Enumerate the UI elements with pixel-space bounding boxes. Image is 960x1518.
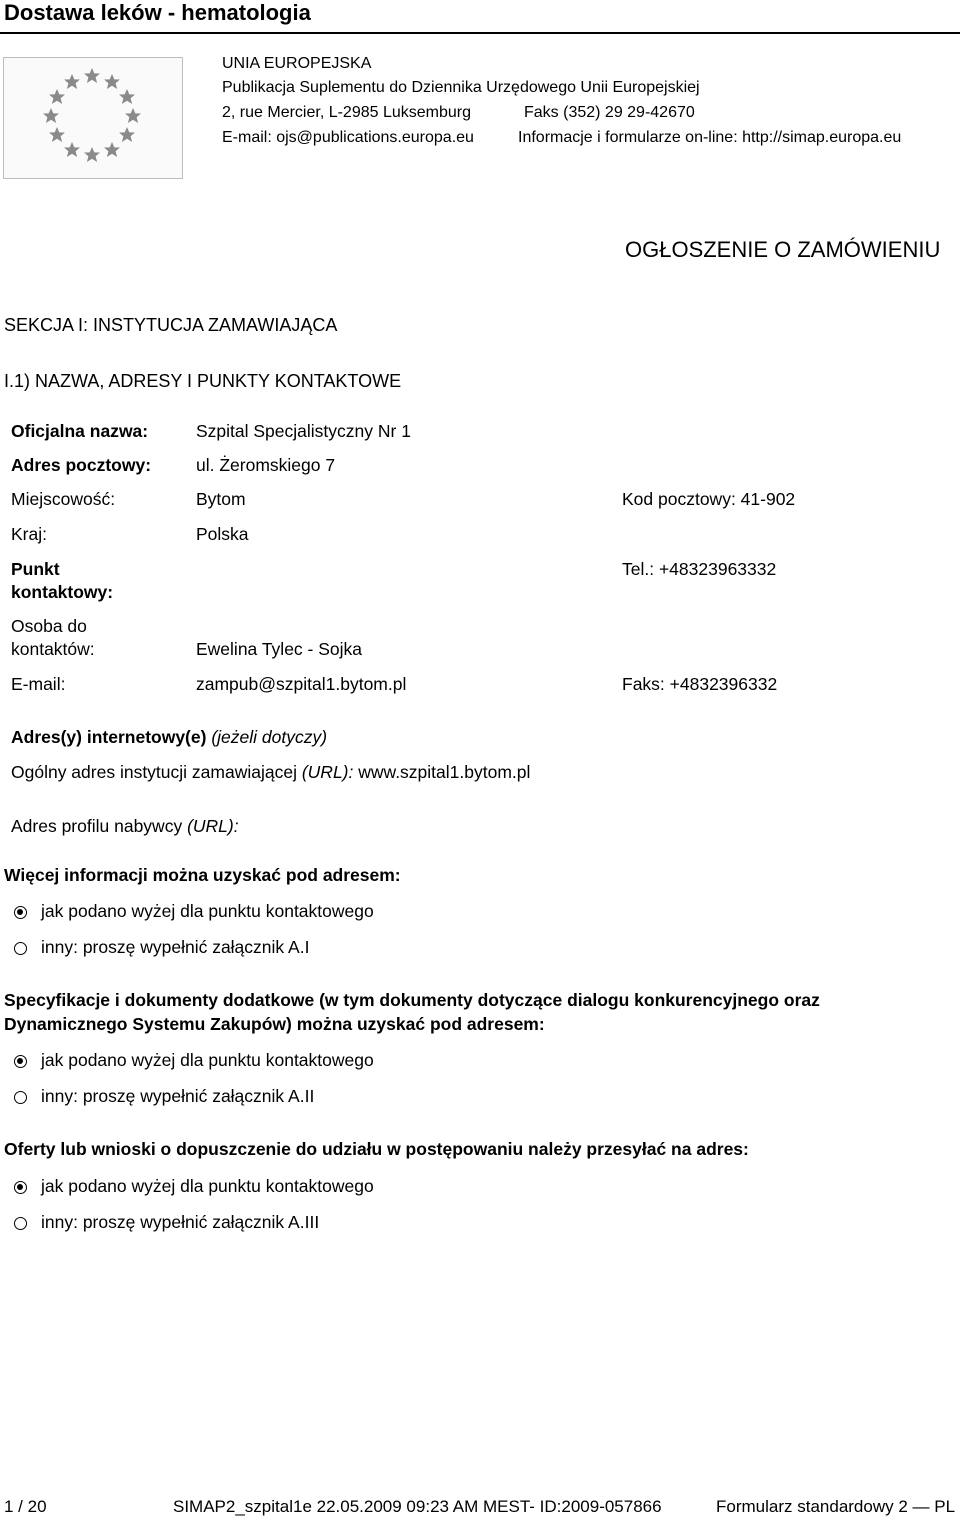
official-name-value: Szpital Specjalistyczny Nr 1	[196, 421, 411, 441]
title-rule	[0, 32, 960, 34]
town-value: Bytom	[196, 489, 246, 509]
eu-stars-icon	[4, 58, 182, 178]
postal-address-label: Adres pocztowy:	[11, 455, 152, 475]
email-value[interactable]: zampub@szpital1.bytom.pl	[196, 674, 407, 694]
offers-radio-same[interactable]	[14, 1181, 27, 1194]
specs-option-other: inny: proszę wypełnić załącznik A.II	[41, 1086, 315, 1106]
section-heading: SEKCJA I: INSTYTUCJA ZAMAWIAJĄCA	[4, 315, 338, 335]
header-fax: Faks (352) 29 29-42670	[524, 104, 695, 121]
contact-point-label-2: kontaktowy:	[11, 582, 114, 602]
header-email: E-mail: ojs@publications.europa.eu	[222, 129, 474, 146]
more-info-radio-same[interactable]	[14, 906, 27, 919]
offers-option-same: jak podano wyżej dla punktu kontaktowego	[41, 1176, 374, 1196]
more-info-heading: Więcej informacji można uzyskać pod adresem:	[4, 865, 401, 885]
specs-radio-same[interactable]	[14, 1055, 27, 1068]
specs-heading-1: Specyfikacje i dokumenty dodatkowe (w tym dokumenty dotyczące dialogu konkurencyjnego oraz	[4, 990, 820, 1010]
page-title: Dostawa leków - hematologia	[4, 0, 311, 25]
official-name-label: Oficjalna nazwa:	[11, 421, 149, 441]
town-label: Miejscowość:	[11, 489, 116, 509]
contact-point-label-1: Punkt	[11, 559, 60, 579]
country-value: Polska	[196, 524, 249, 544]
notice-title: OGŁOSZENIE O ZAMÓWIENIU	[625, 237, 941, 262]
postcode-value: Kod pocztowy: 41-902	[622, 489, 796, 509]
offers-heading: Oferty lub wnioski o dopuszczenie do udziału w postępowaniu należy przesyłać na adres:	[4, 1139, 749, 1159]
general-url-tag: (URL):	[301, 762, 354, 782]
general-url-value[interactable]: www.szpital1.bytom.pl	[358, 762, 531, 782]
internet-heading-note: (jeżeli dotyczy)	[211, 727, 328, 747]
email-label: E-mail:	[11, 674, 66, 694]
general-url-row	[11, 762, 530, 783]
specs-radio-other[interactable]	[14, 1091, 27, 1104]
country-label: Kraj:	[11, 524, 47, 544]
header-address: 2, rue Mercier, L-2985 Luksemburg	[222, 104, 472, 121]
header-online: Informacje i formularze on-line: http://simap.europa.eu	[518, 129, 902, 146]
phone-value: Tel.: +48323963332	[622, 559, 777, 579]
postal-address-value: ul. Żeromskiego 7	[196, 455, 336, 475]
general-url-label: Ogólny adres instytucji zamawiającej	[11, 762, 297, 782]
buyer-profile-tag: (URL):	[187, 816, 239, 836]
specs-heading-2: Dynamicznego Systemu Zakupów) można uzyskać pod adresem:	[4, 1014, 545, 1034]
more-info-option-same: jak podano wyżej dla punktu kontaktowego	[41, 901, 374, 921]
footer-form-name: Formularz standardowy 2 — PL	[716, 1497, 956, 1516]
subsection-heading: I.1) NAZWA, ADRESY I PUNKTY KONTAKTOWE	[4, 371, 402, 391]
contact-person-label-2: kontaktów:	[11, 639, 95, 659]
buyer-profile-label: Adres profilu nabywcy	[11, 816, 183, 836]
eu-flag-logo	[3, 57, 183, 179]
internet-heading-text: Adres(y) internetowy(e)	[11, 727, 207, 747]
internet-heading	[11, 727, 327, 748]
offers-radio-other[interactable]	[14, 1217, 27, 1230]
footer-document-id: SIMAP2_szpital1e 22.05.2009 09:23 AM MEST- ID:2009-057866	[173, 1497, 662, 1516]
specs-option-same: jak podano wyżej dla punktu kontaktowego	[41, 1050, 374, 1070]
fax-value: Faks: +4832396332	[622, 674, 778, 694]
contact-person-label-1: Osoba do	[11, 616, 87, 636]
buyer-profile-row	[11, 816, 239, 837]
contact-person-value: Ewelina Tylec - Sojka	[196, 639, 363, 659]
offers-option-other: inny: proszę wypełnić załącznik A.III	[41, 1212, 320, 1232]
footer-page-number: 1 / 20	[4, 1497, 47, 1516]
header-eu: UNIA EUROPEJSKA	[222, 55, 372, 72]
more-info-option-other: inny: proszę wypełnić załącznik A.I	[41, 937, 310, 957]
header-publication: Publikacja Suplementu do Dziennika Urzędowego Unii Europejskiej	[222, 79, 700, 96]
more-info-radio-other[interactable]	[14, 942, 27, 955]
